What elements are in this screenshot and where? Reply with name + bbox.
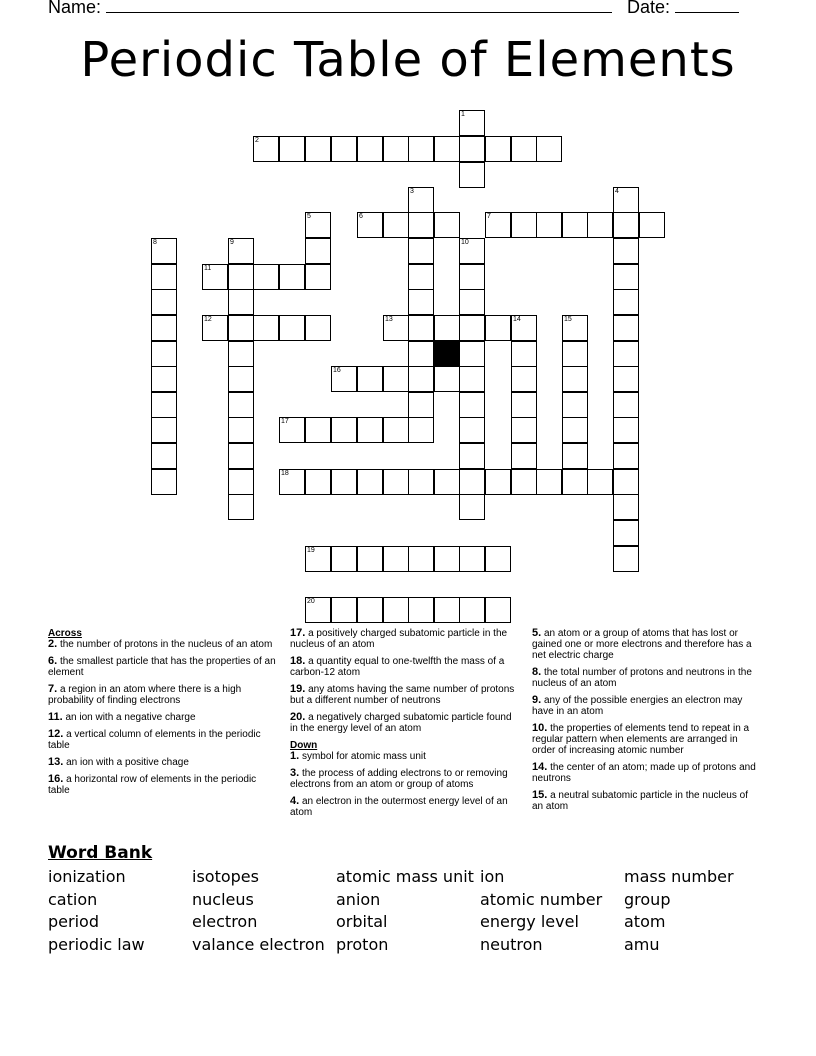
- grid-cell[interactable]: [613, 417, 639, 443]
- clue-number: 3: [410, 188, 414, 195]
- grid-cell[interactable]: [202, 315, 228, 341]
- clue-text: a quantity equal to one-twelfth the mass of a carbon-12 atom: [290, 656, 505, 678]
- grid-cell[interactable]: [202, 264, 228, 290]
- grid-cell[interactable]: [151, 238, 177, 264]
- grid-cell[interactable]: [253, 315, 279, 341]
- word-bank-word: periodic law: [48, 934, 145, 954]
- clue-item: [48, 656, 276, 678]
- grid-cell[interactable]: [613, 341, 639, 367]
- grid-cell[interactable]: [151, 469, 177, 495]
- grid-cell[interactable]: [228, 341, 254, 367]
- clue-number-label: 14.: [532, 761, 548, 773]
- grid-cell[interactable]: [511, 366, 537, 392]
- clue-number-label: 13.: [48, 756, 64, 768]
- grid-cell[interactable]: [562, 341, 588, 367]
- grid-cell[interactable]: [357, 417, 383, 443]
- grid-cell[interactable]: [613, 187, 639, 213]
- clue-text: a neutral subatomic particle in the nucleus of an atom: [532, 790, 748, 812]
- grid-cell[interactable]: [228, 494, 254, 520]
- grid-cell[interactable]: [305, 417, 331, 443]
- clue-text: a horizontal row of elements in the periodic table: [48, 774, 257, 796]
- grid-cell[interactable]: [613, 212, 639, 238]
- clue-item: [532, 667, 760, 689]
- grid-cell[interactable]: [459, 136, 485, 162]
- grid-cell[interactable]: [459, 341, 485, 367]
- grid-cell[interactable]: [305, 546, 331, 572]
- clue-number: 5: [307, 213, 311, 220]
- date-label: Date:: [627, 0, 671, 17]
- grid-cell[interactable]: [562, 392, 588, 418]
- word-bank-word: ion: [480, 867, 505, 886]
- word-bank-word: valance electron: [192, 934, 325, 954]
- grid-cell[interactable]: [536, 469, 562, 495]
- grid-cell[interactable]: [357, 469, 383, 495]
- word-bank-word: proton: [336, 934, 389, 954]
- grid-cell[interactable]: [459, 315, 485, 341]
- grid-cell[interactable]: [279, 136, 305, 162]
- page-title: Periodic Table of Elements: [80, 32, 736, 88]
- grid-cell[interactable]: [408, 417, 434, 443]
- clue-number: 14: [513, 316, 521, 323]
- grid-cell[interactable]: [357, 546, 383, 572]
- clue-number-label: 8.: [532, 666, 542, 678]
- grid-cell[interactable]: [511, 443, 537, 469]
- grid-cell[interactable]: [279, 264, 305, 290]
- clue-text: a region in an atom where there is a high probability of finding electrons: [48, 684, 242, 706]
- grid-cell[interactable]: [613, 494, 639, 520]
- clue-item: [532, 762, 760, 784]
- grid-cell[interactable]: [613, 289, 639, 315]
- clue-number-label: 6.: [48, 655, 58, 667]
- clue-item: [48, 639, 276, 650]
- grid-cell[interactable]: [459, 417, 485, 443]
- grid-cell[interactable]: [228, 238, 254, 264]
- clue-number: 2: [255, 137, 259, 144]
- clue-number-label: 9.: [532, 694, 542, 706]
- name-label: Name:: [48, 0, 102, 17]
- word-bank-word: period: [48, 912, 99, 931]
- clue-item: [48, 712, 276, 723]
- clue-item: [532, 695, 760, 717]
- grid-cell[interactable]: [459, 110, 485, 136]
- grid-cell[interactable]: [485, 469, 511, 495]
- grid-cell[interactable]: [305, 597, 331, 623]
- grid-cell[interactable]: [613, 520, 639, 546]
- grid-cell[interactable]: [279, 417, 305, 443]
- clue-text: the smallest particle that has the properties of an element: [48, 656, 276, 678]
- grid-cell[interactable]: [459, 392, 485, 418]
- grid-cell[interactable]: [151, 417, 177, 443]
- clue-number-label: 20.: [290, 711, 306, 723]
- clue-number-label: 10.: [532, 722, 548, 734]
- across-heading: Across: [48, 628, 82, 639]
- grid-cell[interactable]: [305, 264, 331, 290]
- grid-cell[interactable]: [305, 469, 331, 495]
- grid-cell[interactable]: [485, 136, 511, 162]
- grid-cell[interactable]: [613, 443, 639, 469]
- word-bank-word: anion: [336, 889, 381, 909]
- clue-number-label: 5.: [532, 627, 542, 639]
- across-clue-list-continued: [290, 628, 522, 734]
- grid-cell[interactable]: [408, 469, 434, 495]
- clue-item: [290, 712, 522, 734]
- grid-cell[interactable]: [408, 264, 434, 290]
- grid-cell[interactable]: [434, 212, 460, 238]
- clue-number: 1: [461, 111, 465, 118]
- grid-cell[interactable]: [613, 469, 639, 495]
- clue-item: [48, 729, 276, 751]
- clue-number: 13: [385, 316, 393, 323]
- grid-cell[interactable]: [357, 366, 383, 392]
- clue-number: 11: [204, 265, 212, 272]
- grid-cell[interactable]: [331, 417, 357, 443]
- grid-cell[interactable]: [357, 136, 383, 162]
- grid-cell[interactable]: [305, 315, 331, 341]
- grid-cell[interactable]: [562, 469, 588, 495]
- clue-text: a negatively charged subatomic particle found in the energy level of an atom: [290, 712, 512, 734]
- grid-cell[interactable]: [151, 315, 177, 341]
- grid-cell[interactable]: [408, 187, 434, 213]
- clue-number: 4: [615, 188, 619, 195]
- clue-text: an atom or a group of atoms that has lost or gained one or more electrons and therefore has a net electric charge: [532, 628, 752, 661]
- grid-cell[interactable]: [511, 469, 537, 495]
- clue-number: 9: [230, 239, 234, 246]
- clue-number-label: 3.: [290, 767, 300, 779]
- clue-number-label: 18.: [290, 655, 306, 667]
- word-bank-word: isotopes: [192, 867, 259, 886]
- clue-number-label: 17.: [290, 627, 306, 639]
- grid-cell[interactable]: [408, 597, 434, 623]
- clues-column-1: [48, 628, 276, 802]
- clue-number: 18: [281, 470, 289, 477]
- grid-cell[interactable]: [613, 392, 639, 418]
- word-bank-word: cation: [48, 889, 98, 909]
- clue-text: the number of protons in the nucleus of an atom: [57, 639, 273, 650]
- word-bank-title: Word Bank: [48, 843, 153, 863]
- clue-text: an electron in the outermost energy level of an atom: [290, 796, 508, 818]
- grid-cell[interactable]: [279, 469, 305, 495]
- clue-number: 16: [333, 367, 341, 374]
- grid-cell[interactable]: [383, 597, 409, 623]
- grid-cell[interactable]: [408, 392, 434, 418]
- clue-number-label: 1.: [290, 750, 300, 762]
- word-bank-word: electron: [192, 912, 258, 931]
- clue-number-label: 15.: [532, 789, 548, 801]
- grid-cell[interactable]: [485, 546, 511, 572]
- grid-cell[interactable]: [383, 212, 409, 238]
- grid-cell[interactable]: [279, 315, 305, 341]
- grid-cell[interactable]: [459, 238, 485, 264]
- clue-number-label: 11.: [48, 711, 63, 723]
- grid-cell[interactable]: [331, 469, 357, 495]
- grid-cell[interactable]: [434, 366, 460, 392]
- grid-cell[interactable]: [228, 392, 254, 418]
- grid-cell[interactable]: [151, 392, 177, 418]
- grid-cell[interactable]: [459, 289, 485, 315]
- grid-cell[interactable]: [536, 212, 562, 238]
- clue-number: 7: [487, 213, 491, 220]
- grid-cell[interactable]: [613, 315, 639, 341]
- word-bank-word: mass number: [624, 867, 734, 886]
- grid-cell[interactable]: [459, 443, 485, 469]
- clues-column-2: [290, 628, 522, 824]
- grid-cell[interactable]: [459, 597, 485, 623]
- grid-cell[interactable]: [383, 546, 409, 572]
- word-bank-word: atomic mass unit: [336, 867, 474, 886]
- grid-cell[interactable]: [562, 366, 588, 392]
- down-clue-list-continued: [532, 628, 760, 812]
- grid-cell[interactable]: [228, 315, 254, 341]
- grid-cell[interactable]: [228, 264, 254, 290]
- word-bank-word: group: [624, 889, 671, 909]
- grid-cell[interactable]: [151, 366, 177, 392]
- black-cell: [434, 341, 460, 367]
- grid-cell[interactable]: [408, 289, 434, 315]
- grid-cell[interactable]: [536, 136, 562, 162]
- grid-cell[interactable]: [459, 469, 485, 495]
- grid-cell[interactable]: [357, 597, 383, 623]
- grid-cell[interactable]: [151, 443, 177, 469]
- clues-column-3: [532, 628, 760, 818]
- clue-item: [290, 768, 522, 790]
- grid-cell[interactable]: [305, 212, 331, 238]
- grid-cell[interactable]: [408, 366, 434, 392]
- grid-cell[interactable]: [253, 136, 279, 162]
- clue-text: the total number of protons and neutrons in the nucleus of an atom: [532, 667, 752, 689]
- grid-cell[interactable]: [408, 212, 434, 238]
- clue-text: the process of adding electrons to or removing electrons from an atom or group of atoms: [290, 768, 508, 790]
- grid-cell[interactable]: [408, 238, 434, 264]
- clue-number: 8: [153, 239, 157, 246]
- clue-number-label: 7.: [48, 683, 58, 695]
- clue-item: [532, 723, 760, 756]
- grid-cell[interactable]: [485, 212, 511, 238]
- grid-cell[interactable]: [253, 264, 279, 290]
- grid-cell[interactable]: [613, 546, 639, 572]
- grid-cell[interactable]: [228, 366, 254, 392]
- clue-number: 12: [204, 316, 212, 323]
- clue-item: [290, 751, 522, 762]
- grid-cell[interactable]: [485, 315, 511, 341]
- grid-cell[interactable]: [408, 136, 434, 162]
- clue-number-label: 19.: [290, 683, 306, 695]
- clue-text: any of the possible energies an electron may have in an atom: [532, 695, 743, 717]
- word-bank-word: nucleus: [192, 889, 254, 909]
- clue-text: any atoms having the same number of protons but a different number of neutrons: [290, 684, 515, 706]
- across-clue-list: [48, 639, 276, 796]
- grid-cell[interactable]: [511, 341, 537, 367]
- clue-number-label: 2.: [48, 638, 58, 650]
- clue-number: 19: [307, 547, 315, 554]
- grid-cell[interactable]: [408, 546, 434, 572]
- grid-cell[interactable]: [511, 212, 537, 238]
- grid-cell[interactable]: [459, 264, 485, 290]
- grid-cell[interactable]: [511, 417, 537, 443]
- clue-item: [48, 684, 276, 706]
- grid-cell[interactable]: [459, 366, 485, 392]
- grid-cell[interactable]: [562, 212, 588, 238]
- down-heading: Down: [290, 740, 318, 751]
- grid-cell[interactable]: [434, 136, 460, 162]
- grid-cell[interactable]: [613, 238, 639, 264]
- word-bank-word: atom: [624, 912, 666, 931]
- grid-cell[interactable]: [562, 417, 588, 443]
- grid-cell[interactable]: [639, 212, 665, 238]
- grid-cell[interactable]: [434, 315, 460, 341]
- grid-cell[interactable]: [459, 162, 485, 188]
- clue-item: [532, 790, 760, 812]
- grid-cell[interactable]: [383, 417, 409, 443]
- grid-cell[interactable]: [383, 366, 409, 392]
- grid-cell[interactable]: [511, 315, 537, 341]
- grid-cell[interactable]: [331, 546, 357, 572]
- grid-cell[interactable]: [459, 546, 485, 572]
- grid-cell[interactable]: [587, 212, 613, 238]
- clue-text: a positively charged subatomic particle in the nucleus of an atom: [290, 628, 508, 650]
- grid-cell[interactable]: [383, 136, 409, 162]
- down-clue-list: [290, 751, 522, 818]
- grid-cell[interactable]: [228, 417, 254, 443]
- grid-cell[interactable]: [511, 136, 537, 162]
- grid-cell[interactable]: [613, 366, 639, 392]
- clue-text: an ion with a positive chage: [63, 757, 189, 768]
- grid-cell[interactable]: [305, 238, 331, 264]
- clue-number: 10: [461, 239, 469, 246]
- grid-cell[interactable]: [511, 392, 537, 418]
- grid-cell[interactable]: [331, 136, 357, 162]
- grid-cell[interactable]: [383, 469, 409, 495]
- clue-number-label: 16.: [48, 773, 64, 785]
- grid-cell[interactable]: [331, 597, 357, 623]
- word-bank-word: amu: [624, 934, 660, 954]
- clue-item: [290, 796, 522, 818]
- clue-item: [290, 684, 522, 706]
- grid-cell[interactable]: [562, 443, 588, 469]
- clue-item: [48, 774, 276, 796]
- grid-cell[interactable]: [434, 546, 460, 572]
- grid-cell[interactable]: [587, 469, 613, 495]
- grid-cell[interactable]: [228, 443, 254, 469]
- clue-text: an ion with a negative charge: [62, 712, 196, 723]
- word-bank-word: ionization: [48, 867, 126, 886]
- grid-cell[interactable]: [151, 341, 177, 367]
- word-bank-word: orbital: [336, 912, 388, 931]
- clue-text: the properties of elements tend to repeat in a regular pattern when elements are arranged in order of increasing atomic number: [532, 723, 750, 756]
- clue-number: 6: [359, 213, 363, 220]
- word-bank-word: energy level: [480, 912, 579, 931]
- grid-cell[interactable]: [459, 494, 485, 520]
- grid-cell[interactable]: [434, 469, 460, 495]
- clue-number: 20: [307, 598, 315, 605]
- clue-item: [48, 757, 276, 768]
- grid-cell[interactable]: [613, 264, 639, 290]
- clue-item: [532, 628, 760, 661]
- word-bank-word: atomic number: [480, 889, 603, 909]
- grid-cell[interactable]: [357, 212, 383, 238]
- grid-cell[interactable]: [228, 289, 254, 315]
- clue-number: 15: [564, 316, 572, 323]
- clue-text: the center of an atom; made up of protons and neutrons: [532, 762, 756, 784]
- word-bank-word: neutron: [480, 934, 543, 954]
- grid-cell[interactable]: [408, 341, 434, 367]
- clue-text: a vertical column of elements in the periodic table: [48, 729, 261, 751]
- grid-cell[interactable]: [408, 315, 434, 341]
- clue-number-label: 4.: [290, 795, 300, 807]
- grid-cell[interactable]: [151, 264, 177, 290]
- clue-item: [290, 656, 522, 678]
- clue-item: [290, 628, 522, 650]
- grid-cell[interactable]: [331, 366, 357, 392]
- grid-cell[interactable]: [434, 597, 460, 623]
- grid-cell[interactable]: [228, 469, 254, 495]
- grid-cell[interactable]: [151, 289, 177, 315]
- clue-number: 17: [281, 418, 289, 425]
- grid-cell[interactable]: [383, 315, 409, 341]
- clue-number-label: 12.: [48, 728, 64, 740]
- grid-cell[interactable]: [562, 315, 588, 341]
- clue-text: symbol for atomic mass unit: [299, 751, 426, 762]
- grid-cell[interactable]: [485, 597, 511, 623]
- grid-cell[interactable]: [305, 136, 331, 162]
